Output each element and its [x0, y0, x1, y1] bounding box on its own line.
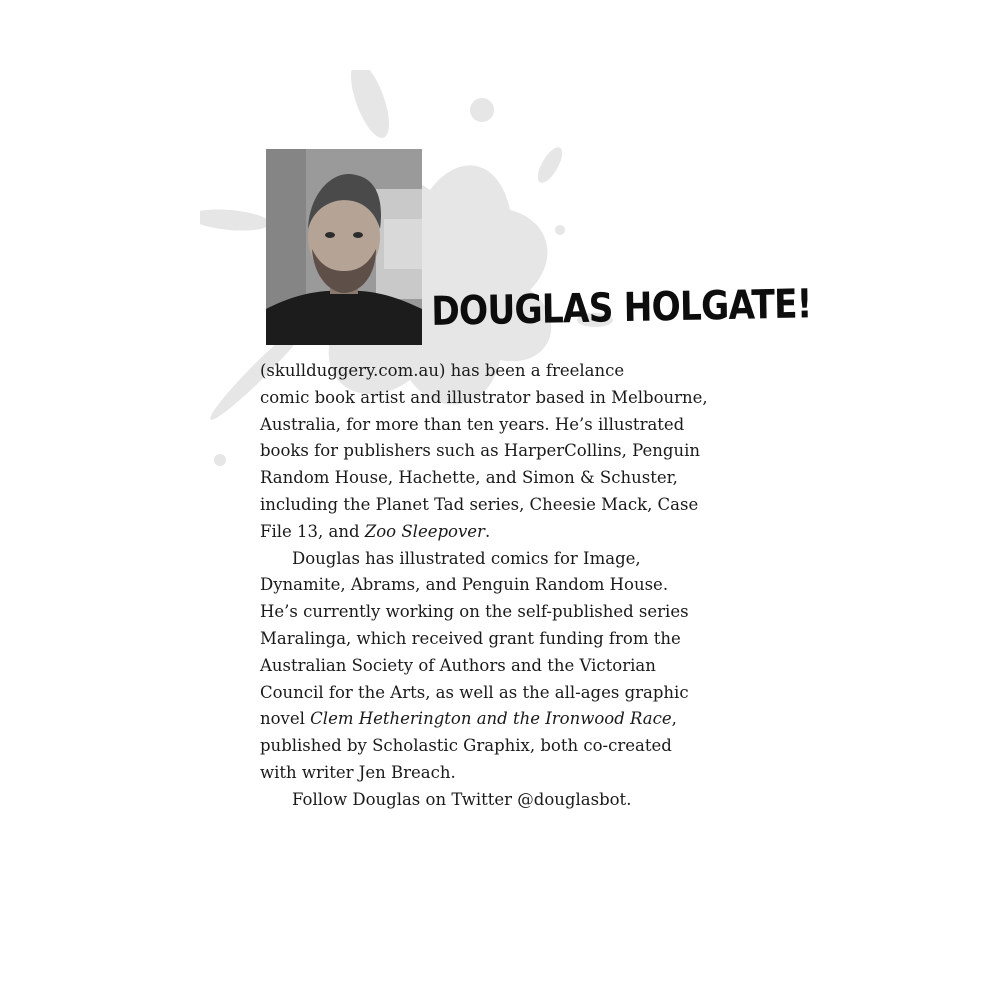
bio-text: File 13, and	[260, 521, 365, 541]
bio-line: Maralinga, which received grant funding from the	[260, 628, 681, 648]
author-name-heading: DOUGLAS HOLGATE!	[430, 281, 812, 335]
bio-text: .	[484, 521, 491, 541]
bio-line: including the Planet Tad series, Cheesie Mack, Case	[260, 494, 699, 514]
bio-line	[260, 706, 760, 733]
bio-line: Dynamite, Abrams, and Penguin Random House.	[260, 575, 669, 595]
author-photo	[266, 149, 422, 345]
bio-line: Australian Society of Authors and the Victorian	[260, 655, 656, 675]
bio-line: He’s currently working on the self-published series	[260, 602, 689, 622]
bio-line: Australia, for more than ten years. He’s illustrated	[260, 414, 685, 434]
twitter-follow-line: Follow Douglas on Twitter @douglasbot.	[292, 789, 632, 809]
bio-line: comic book artist and illustrator based in Melbourne,	[260, 387, 708, 407]
bio-text: novel	[260, 709, 311, 729]
bio-paragraph-3	[260, 787, 760, 814]
bio-line: with writer Jen Breach.	[260, 762, 456, 782]
bio-line: (skullduggery.com.au) has been a freelance	[260, 361, 625, 380]
book-title-clem-hetherington: Clem Hetherington and the Ironwood Race	[310, 709, 672, 729]
bio-line: Council for the Arts, as well as the all-ages graphic	[260, 682, 689, 702]
bio-paragraph-2	[260, 546, 760, 787]
bio-line: published by Scholastic Graphix, both co-created	[260, 736, 672, 756]
bio-paragraph-1	[260, 358, 760, 546]
bio-line: Random House, Hachette, and Simon & Schuster,	[260, 468, 678, 488]
bio-line	[260, 519, 760, 546]
author-bio-text	[260, 358, 760, 814]
bio-line: books for publishers such as HarperCollins, Penguin	[260, 441, 700, 461]
book-title-zoo-sleepover: Zoo Sleepover	[364, 521, 485, 541]
bio-text: ,	[671, 709, 677, 729]
bio-line: Douglas has illustrated comics for Image,	[292, 548, 641, 568]
